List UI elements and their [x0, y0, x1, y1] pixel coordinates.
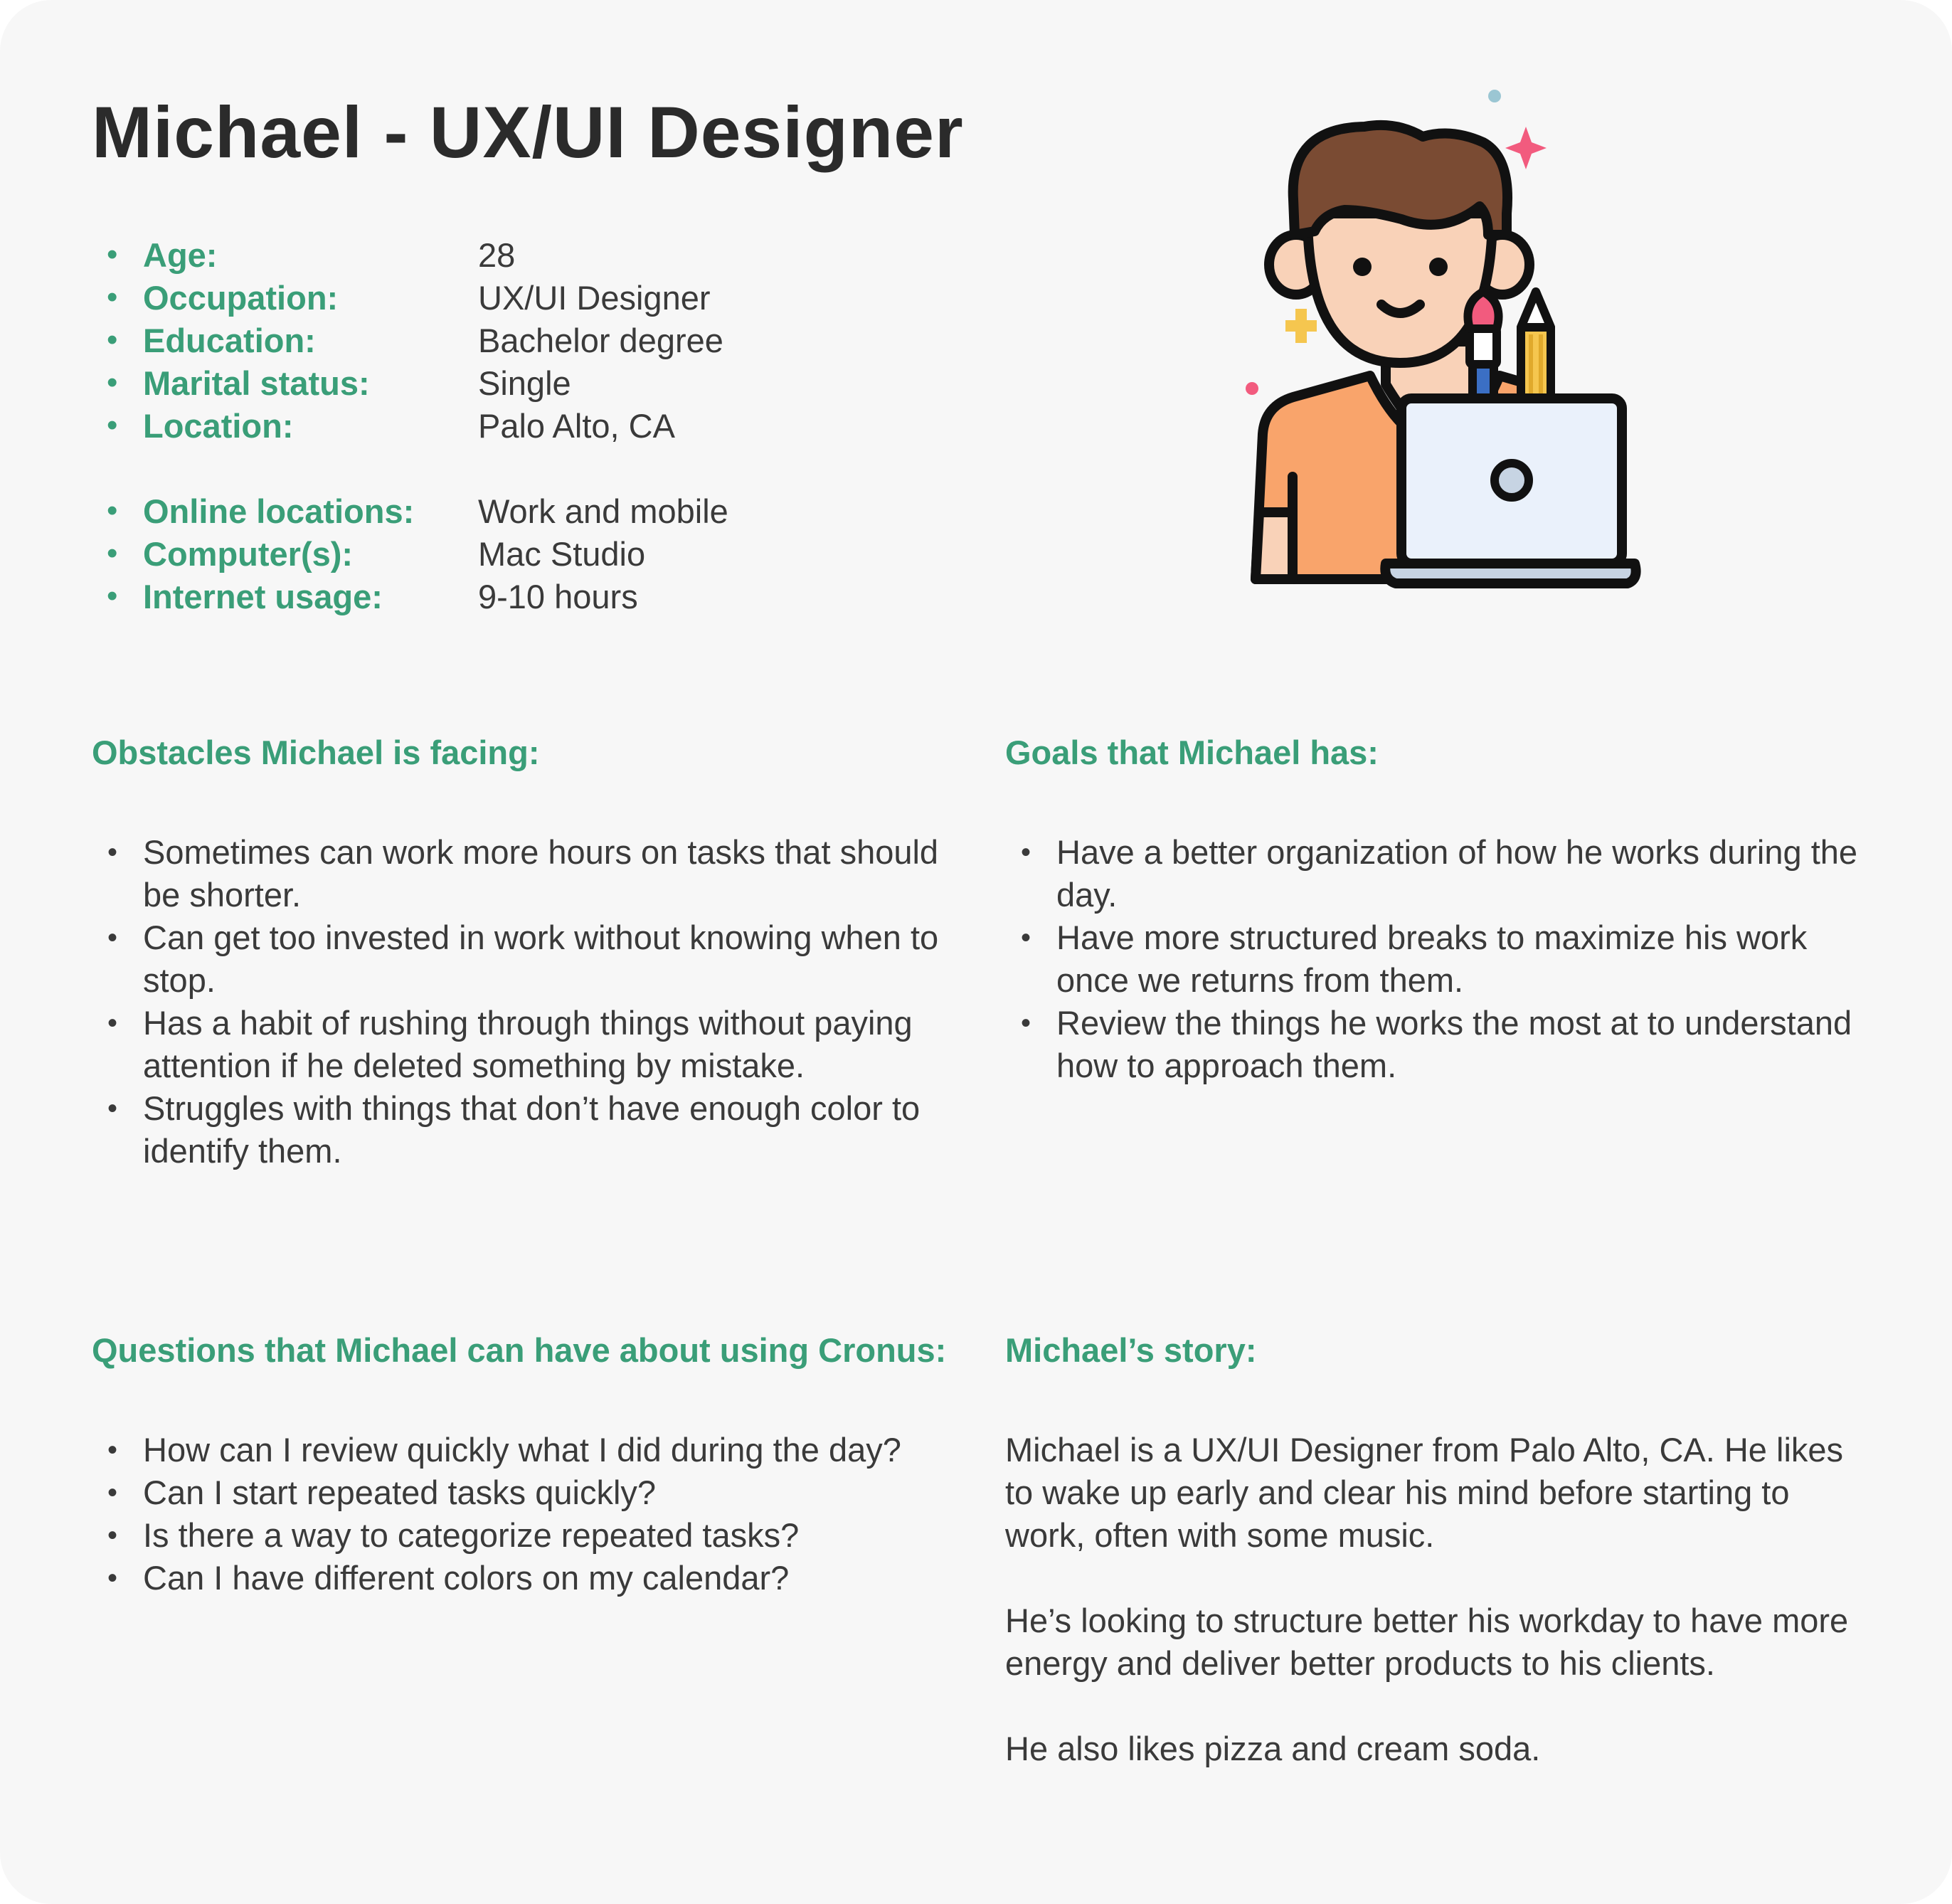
goals-heading: Goals that Michael has: [1005, 734, 1379, 771]
fact-value: Palo Alto, CA [478, 406, 675, 445]
bullet-icon: • [107, 408, 118, 443]
goals-section [1005, 731, 1873, 1087]
fact-label: Computer(s): [143, 534, 354, 573]
fact-label: Age: [143, 236, 218, 274]
fact-row-location [107, 404, 728, 447]
goals-list [1005, 831, 1873, 1087]
list-item: • Have more structured breaks to maximize his work once we returns from them. [1005, 916, 1873, 1002]
face-icon [1307, 213, 1492, 363]
fact-value: Mac Studio [478, 534, 646, 573]
fact-label: Internet usage: [143, 577, 383, 615]
fact-value: Single [478, 364, 571, 402]
obstacles-heading: Obstacles Michael is facing: [92, 734, 540, 771]
fact-value: 28 [478, 236, 516, 274]
questions-heading: Questions that Michael can have about using Cronus: [92, 1331, 947, 1369]
bullet-icon: • [107, 322, 118, 357]
fact-label: Education: [143, 321, 316, 359]
list-item: • Is there a way to categorize repeated tasks? [92, 1514, 960, 1557]
dot-blue-icon [1488, 90, 1501, 102]
fact-value: UX/UI Designer [478, 278, 711, 317]
fact-value: Bachelor degree [478, 321, 723, 359]
fact-value: 9-10 hours [478, 577, 638, 615]
bullet-icon: • [107, 365, 118, 400]
fact-row-computers [107, 532, 728, 575]
fact-row-education [107, 319, 728, 361]
list-item: • How can I review quickly what I did during the day? [92, 1429, 960, 1471]
list-item: • Has a habit of rushing through things without paying attention if he deleted something by mistake. [92, 1002, 960, 1087]
designer-avatar-icon [1209, 78, 1665, 605]
story-paragraph: Michael is a UX/UI Designer from Palo Alto, CA. He likes to wake up early and clear his mind before starting to work, often with some music. [1005, 1431, 1844, 1554]
list-item: • Review the things he works the most at to understand how to approach them. [1005, 1002, 1873, 1087]
questions-list [92, 1429, 960, 1599]
list-item: • Can I start repeated tasks quickly? [92, 1471, 960, 1514]
list-item: • Have a better organization of how he works during the day. [1005, 831, 1873, 916]
story-body [1005, 1429, 1859, 1770]
story-section [1005, 1329, 1859, 1813]
obstacles-list [92, 831, 960, 1173]
fact-label: Location: [143, 406, 294, 445]
bullet-icon: • [107, 536, 118, 571]
fact-label: Online locations: [143, 492, 415, 530]
fact-row-internet-usage [107, 575, 728, 618]
story-paragraph: He also likes pizza and cream soda. [1005, 1730, 1541, 1767]
fact-label: Marital status: [143, 364, 370, 402]
list-item: • Sometimes can work more hours on tasks that should be shorter. [92, 831, 960, 916]
sparkle-pink-icon [1505, 127, 1547, 169]
bullet-icon: • [107, 493, 118, 528]
brush-icon [1468, 292, 1498, 329]
story-paragraph: He’s looking to structure better his workday to have more energy and deliver better products to his clients. [1005, 1602, 1849, 1682]
fact-row-occupation [107, 276, 728, 319]
fact-row-age [107, 233, 728, 276]
list-item: • Can get too invested in work without knowing when to stop. [92, 916, 960, 1002]
story-heading: Michael’s story: [1005, 1331, 1257, 1369]
page-title: Michael - UX/UI Designer [92, 92, 964, 173]
obstacles-section [92, 731, 960, 1173]
list-item: • Struggles with things that don’t have enough color to identify them. [92, 1087, 960, 1173]
list-item: • Can I have different colors on my calendar? [92, 1557, 960, 1599]
fact-value: Work and mobile [478, 492, 728, 530]
bullet-icon: • [107, 578, 118, 613]
plus-yellow-icon [1285, 309, 1317, 343]
bullet-icon: • [107, 237, 118, 272]
fact-label: Occupation: [143, 278, 339, 317]
fact-row-online-locations [107, 490, 728, 532]
laptop-logo-icon [1495, 463, 1529, 497]
persona-facts [107, 233, 728, 618]
bullet-icon: • [107, 280, 118, 314]
dot-pink-icon [1246, 382, 1258, 395]
hand-icon [1256, 512, 1293, 579]
questions-section [92, 1329, 960, 1599]
laptop-base-icon [1385, 564, 1635, 583]
fact-row-marital-status [107, 361, 728, 404]
